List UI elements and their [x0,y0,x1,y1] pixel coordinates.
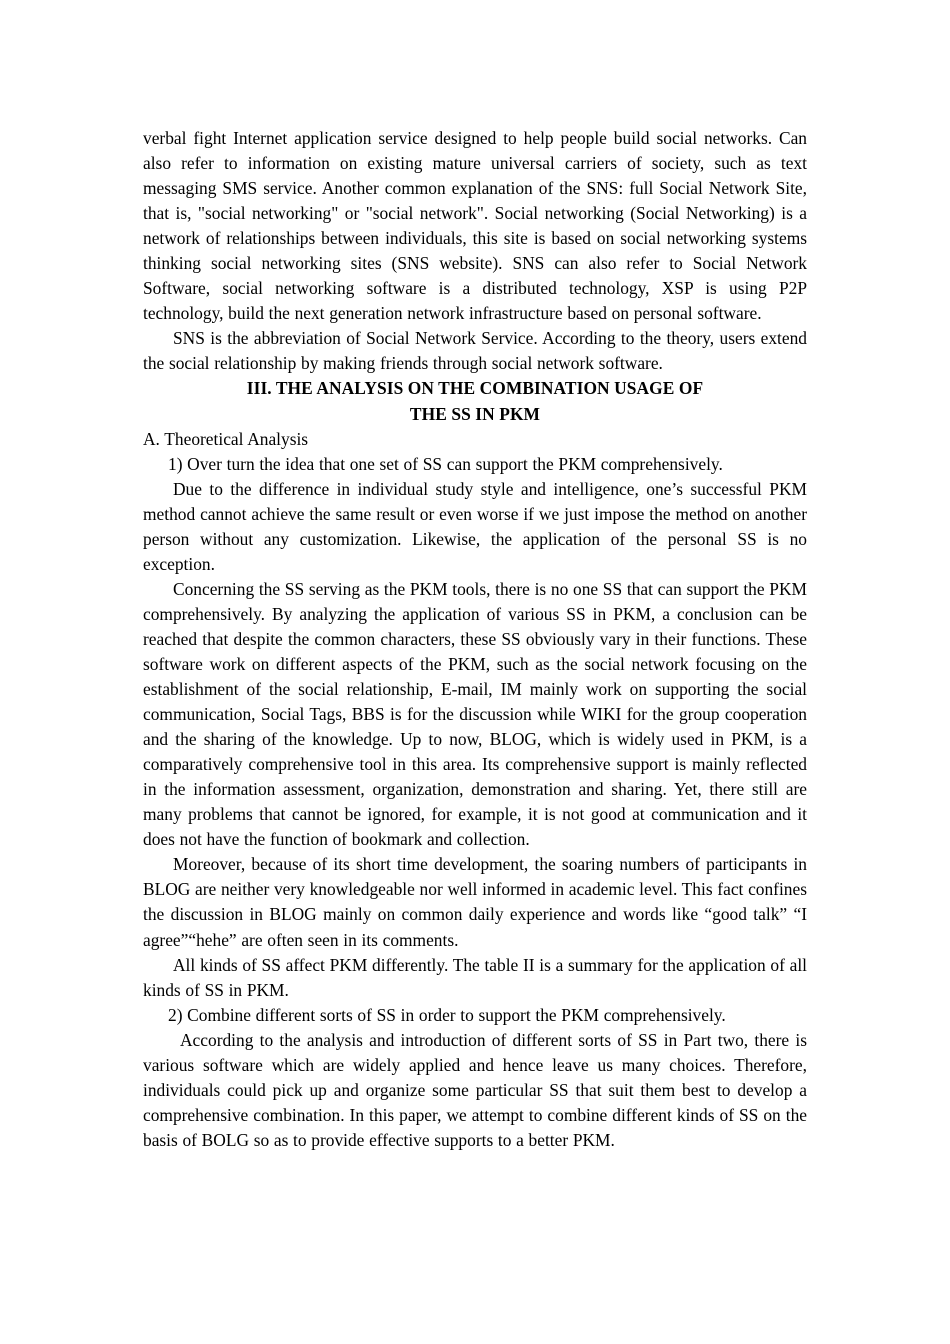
list-item-2: 2) Combine different sorts of SS in order to support the PKM comprehensively. [168,1004,726,1025]
paragraph-individual-difference: Due to the difference in individual study style and intelligence, one’s successful PKM method cannot achieve the same result or even worse if we just impose the method on another person without any customization. Likewise, the application of the personal SS is no exception. [143,478,807,574]
paragraph-combination-approach: According to the analysis and introduction of different sorts of SS in Part two, there is various software which are widely applied and hence leave us many choices. Therefore, individuals could pick up and organize some particular SS that suit them best to develop a comprehensive combination. In this paper, we attempt to combine different kinds of SS on the basis of BOLG so as to provide effective supports to a better PKM. [143,1029,807,1150]
section-heading-line-2: THE SS IN PKM [409,403,541,424]
subsection-heading-a: A. Theoretical Analysis [143,428,309,449]
paragraph-table-summary: All kinds of SS affect PKM differently. The table II is a summary for the application of all kinds of SS in PKM. [143,954,807,1000]
section-heading-iii [143,376,807,426]
text-column [143,126,807,1153]
section-heading-line-1: III. THE ANALYSIS ON THE COMBINATION USAGE OF [246,378,704,399]
paragraph-continued-sns-definition: verbal fight Internet application service designed to help people build social networks. Can also refer to information on existing mature universal carriers of society, such as text messaging SMS service. Another common explanation of the SNS: full Social Network Site, that is, "social networking" or "social network". Social networking (Social Networking) is a network of relationships between individuals, this site is based on social networking systems thinking social networking sites (SNS website). SNS can also refer to Social Network Software, social networking software is a distributed technology, XSP is using P2P technology, build the next generation network infrastructure based on personal software. [143,128,807,324]
list-item-1: 1) Over turn the idea that one set of SS can support the PKM comprehensively. [168,453,723,474]
paragraph-blog-limitations: Moreover, because of its short time development, the soaring numbers of participants in BLOG are neither very knowledgeable nor well informed in academic level. This fact confines the discussion in BLOG mainly on common daily experience and words like “good talk” “I agree”“hehe” are often seen in its comments. [143,854,807,950]
paragraph-sns-abbreviation: SNS is the abbreviation of Social Network Service. According to the theory, users extend the social relationship by making friends through social network software. [143,328,807,374]
paragraph-ss-pkm-tools: Concerning the SS serving as the PKM tools, there is no one SS that can support the PKM comprehensively. By analyzing the application of various SS in PKM, a conclusion can be reached that despite the common characters, these SS obviously vary in their functions. These software work on different aspects of the PKM, such as the social network focusing on the establishment of the social relationship, E-mail, IM mainly work on supporting the social communication, Social Tags, BBS is for the discussion while WIKI for the group cooperation and the sharing of the knowledge. Up to now, BLOG, which is widely used in PKM, is a comparatively comprehensive tool in this area. Its comprehensive support is mainly reflected in the information assessment, organization, demonstration and sharing. Yet, there still are many problems that cannot be ignored, for example, it is not good at communication and it does not have the function of bookmark and collection. [143,578,807,850]
